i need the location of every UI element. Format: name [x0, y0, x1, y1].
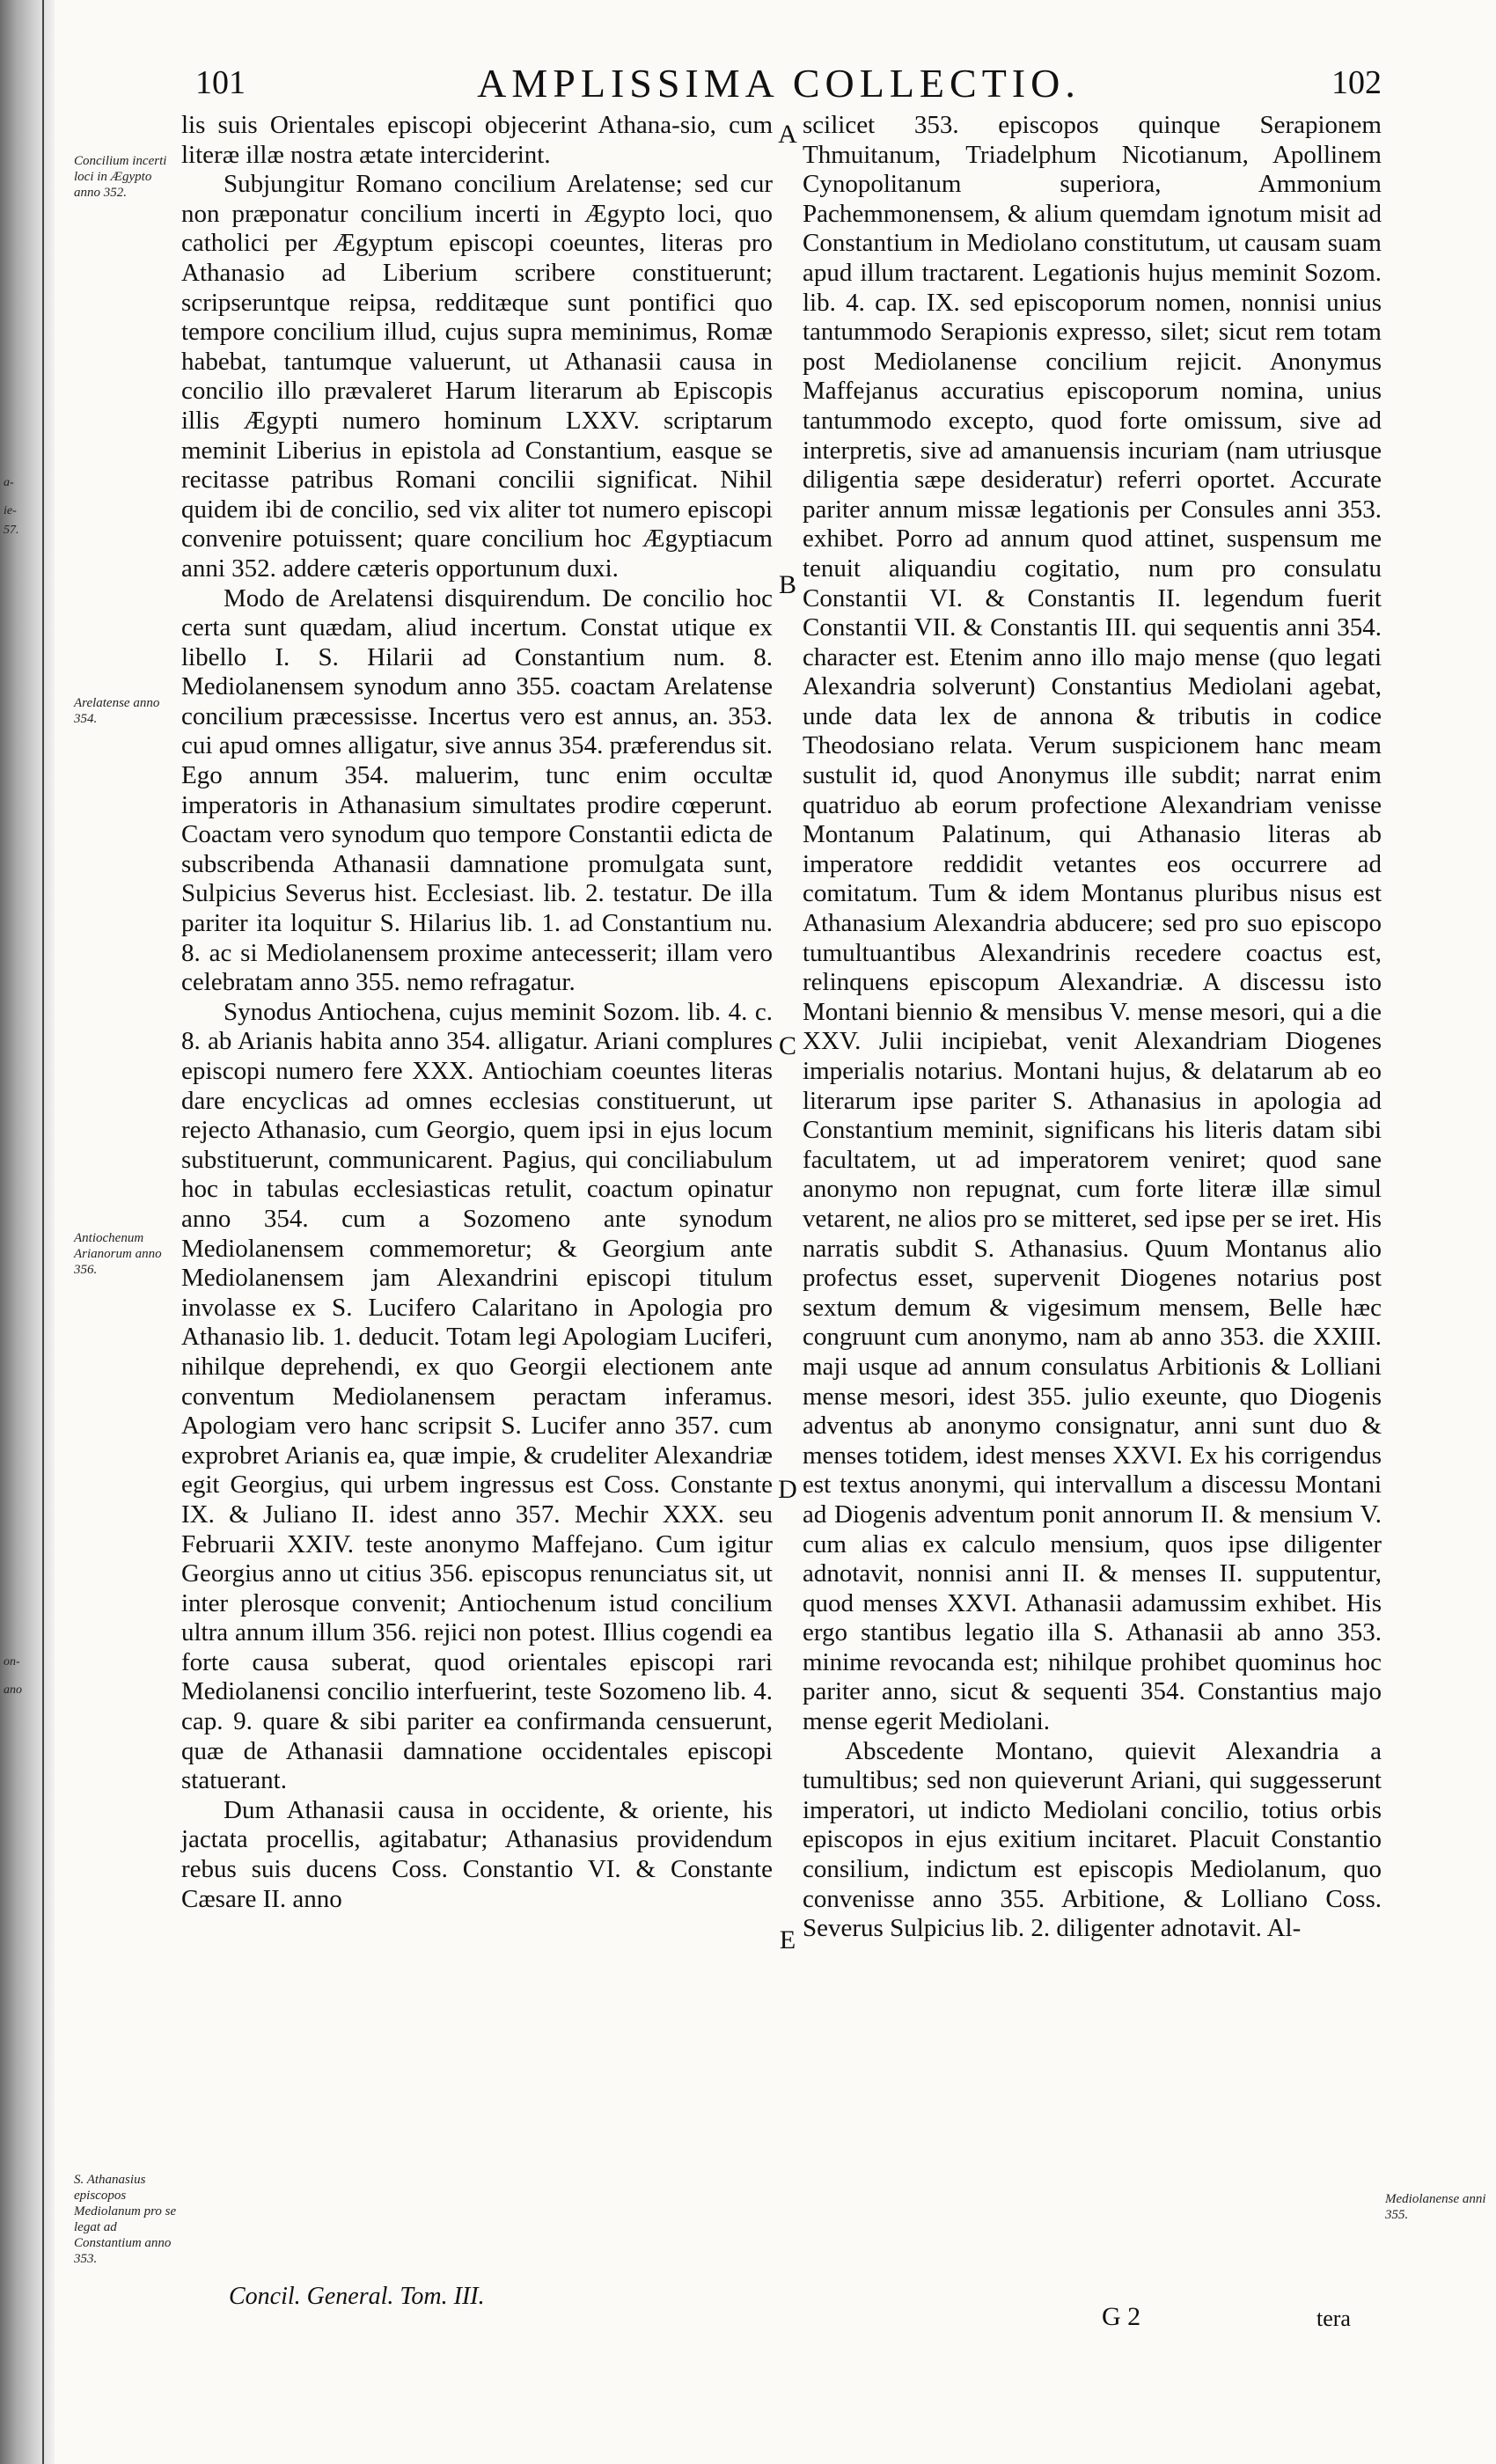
gutter-fragment: ano: [4, 1683, 22, 1697]
margin-note-left: Antiochenum Arianorum anno 356.: [74, 1231, 162, 1277]
paragraph: Modo de Arelatensi disquirendum. De concilio hoc certa sunt quædam, aliud incertum. Constat utique ex libello I. S. Hilarii ad Constantium num. 8. Mediolanensem synodum anno 355. coactam Arelatense concilium præcessisse. Incertus vero est annus, an. 353. cui apud omnes alligatur, sive annus 354. præferendus sit. Ego annum 354. maluerim, tunc enim occultæ imperatoris in Athanasium simultates prodire cœperunt. Coactam vero synodum quo tempore Constantii edicta de subscribenda Athanasii damnatione promulgata sunt, Sulpicius Severus hist. Ecclesiast. lib. 2. testatur. De illa pariter ita loquitur S. Hilarius lib. 1. ad Constantium nu. 8. ac si Mediolanensem proxime antecesserit; illam vero celebratam anno 355. nemo refragatur.: [181, 583, 773, 997]
section-letter: C: [778, 1031, 796, 1060]
paragraph: lis suis Orientales episcopi objecerint Athana-sio, cum literæ illæ nostra ætate interciderint.: [181, 111, 773, 169]
signature-line: Concil. General. Tom. III.: [229, 2283, 485, 2310]
gutter-fragment: ie-: [4, 504, 17, 517]
gutter-fragment: 57.: [4, 524, 19, 537]
margin-note-right: Mediolanense anni 355.: [1385, 2192, 1486, 2222]
right-text-column: [803, 111, 1382, 1944]
section-letter: D: [778, 1475, 797, 1504]
paragraph: Subjungitur Romano concilium Arelatense; sed cur non præponatur concilium incerti in Ægypto loci, quo catholici per Ægyptum episcopi coeuntes, literas pro Athanasio ad Liberium scribere constituerunt; scripseruntque reipsa, redditæque sunt pontifici quo tempore concilium illud, cujus supra meminimus, Romæ habebat, tantumque valuerunt, ut Athanasii causa in concilio illo prævaleret Harum literarum ab Episcopis illis Ægypti numero hominum LXXV. scriptarum meminit Liberius in epistola ad Constantium, easque se recitasse patribus Romani concilii significat. Nihil quidem ibi de concilio, sed vix aliter tot numero episcopi convenire potuissent; quare concilium hoc Ægyptiacum anni 352. addere cæteris opportunum duxi.: [181, 170, 773, 583]
margin-note-left: S. Athanasius episcopos Mediolanum pro se legat ad Constantium anno 353.: [74, 2173, 177, 2266]
running-title: AMPLISSIMA COLLECTIO.: [477, 61, 1081, 106]
section-letter: B: [778, 570, 796, 599]
gutter-fragment: on-: [4, 1655, 20, 1668]
left-text-column: [181, 111, 773, 1914]
book-gutter-shadow: [0, 0, 55, 2464]
section-letter: E: [779, 1925, 796, 1954]
catchword: tera: [1316, 2306, 1351, 2331]
paragraph: Dum Athanasii causa in occidente, & oriente, his jactata procellis, agitabatur; Athanasius providendum rebus suis ducens Coss. Constantio VI. & Constante Cæsare II. anno: [181, 1795, 773, 1913]
running-header: [176, 60, 1382, 113]
margin-note-left: Arelatense anno 354.: [74, 696, 160, 726]
paragraph: scilicet 353. episcopos quinque Serapionem Thmuitanum, Triadelphum Nicotianum, Apollinem Cynopolitanum superiora, Ammonium Pachemmonensem, & alium quemdam ignotum misit ad Constantium in Mediolano constitutum, ut causam suam apud illum tractarent. Legationis hujus meminit Sozom. lib. 4. cap. IX. sed episcoporum nomen, nonnisi unius tantummodo Serapionis expresso, silet; sicut rem totam post Mediolanense concilium rejicit. Anonymus Maffejanus accuratius episcoporum nomina, unius tantummodo excepto, quod forte omissum, sive ad interpretis, sive ad amanuensis incuriam (nam utriusque diligentia sæpe desideratur) referri oportet. Accurate pariter annum missæ legationis per Consules anni 353. exhibet. Porro ad annum quod attinet, suspensum me tenuit aliquandiu cogitatio, num pro consulatu Constantii VI. & Constantis II. legendum fuerit Constantii VII. & Constantis III. qui sequentis anni 354. character est. Etenim anno illo majo mense (quo legati Alexandria solverunt) Constantius Mediolani agebat, unde data lex de annona & tributis in codice Theodosiano relata. Verum suspicionem hanc meam sustulit id, quod Anonymus ille subdit; narrat enim quatriduo ab eorum profectione Alexandriam venisse Montanum Palatinum, qui Athanasio literas ab imperatore reddidit vetantes eos occurrere ad comitatum. Tum & idem Montanus pluribus nisus est Athanasium Alexandria abducere; sed pro suo episcopo tumultuantibus Alexandrinis recedere coactus est, relinquens episcopum Alexandriæ. A discessu isto Montani biennio & mensibus V. mense mesori, qui a die XXV. Julii incipiebat, venit Alexandriam Diogenes imperialis notarius. Montani hujus, & delatarum ab eo literarum ipse pariter S. Athanasius in apologia ad Constantium meminit, significans his literis datam sibi facultatem, ut ad imperatorem veniret; quod sane anonymo non repugnat, cum forte literæ illæ simul vetarent, ne alios pro se mitteret, sed ipse per se iret. His narratis subdit S. Athanasius. Quum Montanus alio profectus esset, supervenit Diogenes notarius post sextum demum & vigesimum mensem, Belle hæc congruunt cum anonymo, nam ab anno 353. die XXIII. maji usque ad annum consulatus Arbitionis & Lolliani mense mesori, idest 355. julio exeunte, quo Diogenis adventus ab anonymo consignatur, anni sunt duo & menses totidem, idest menses XXVI. Ex his corrigendus est textus anonymi, qui intervallum a discessu Montani ad Diogenis adventum ponit annorum II. & mensium V. cum alias ex calculo mensium, quos ipse diligenter adnotavit, nonnisi anni II. & menses II. supputentur, quod menses XXVI. Athanasii adamussim exhibet. His ergo stantibus legatio illa S. Athanasii ab anno 353. minime revocanda est; nihilque prohibet quominus hoc pariter anno, sicut & sequenti 354. Constantius majo mense egerit Mediolani.: [803, 111, 1382, 1736]
section-letter: A: [778, 120, 797, 149]
margin-note-left: Concilium incerti loci in Ægypto anno 352.: [74, 154, 167, 200]
signature-mark: G 2: [1102, 2302, 1141, 2331]
gutter-edge: [42, 0, 44, 2464]
page-number-right: 102: [1331, 64, 1382, 101]
page-number-left: 101: [195, 64, 246, 101]
paragraph: Synodus Antiochena, cujus meminit Sozom. lib. 4. c. 8. ab Arianis habita anno 354. alligatur. Ariani complures episcopi numero fere XXX. Antiochiam coeuntes literas dare encyclicas ad omnes ecclesias constituerunt, ut rejecto Athanasio, cum Georgio, quem ipsi in ejus locum substituerunt, communicarent. Pagius, qui conciliabulum hoc in tabulas ecclesiasticas retulit, coactum opinatur anno 354. cum a Sozomeno ante synodum Mediolanensem commemoretur; & Georgium ante Mediolanensem jam Alexandrini episcopi titulum involasse ex S. Lucifero Calaritano in Apologia pro Athanasio lib. 1. deducit. Totam legi Apologiam Luciferi, nihilque deprehendi, ex quo Georgii electionem ante conventum Mediolanensem peractam inferamus. Apologiam vero hanc scripsit S. Lucifer anno 357. cum exprobret Arianis ea, quæ impie, & crudeliter Alexandriæ egit Georgius, qui urbem ingressus est Coss. Constante IX. & Juliano II. idest anno 357. Mechir XXX. seu Februarii XXIV. teste anonymo Maffejano. Cum igitur Georgius anno ut citius 356. episcopus renunciatus sit, ut inter plerosque convenit; Antiochenum istud concilium ultra annum illum 356. rejici non potest. Illius cogendi ea forte causa suberat, quod orientales episcopi rari Mediolanensi concilio interfuerint, teste Sozomeno lib. 4. cap. 9. quare & sibi pariter ea confirmanda censuerunt, quæ de Athanasii damnatione occidentales episcopi statuerant.: [181, 997, 773, 1795]
gutter-fragment: a-: [4, 476, 14, 489]
paragraph: Abscedente Montano, quievit Alexandria a tumultibus; sed non quieverunt Ariani, qui suggesserunt imperatori, ut indicto Mediolani concilio, totius orbis episcopos in ejus exitium incitaret. Placuit Constantio consilium, indictum est episcopis Mediolanum, quo convenisse anno 355. Arbitione, & Lolliano Coss. Severus Sulpicius lib. 2. diligenter adnotavit. Al-: [803, 1736, 1382, 1943]
